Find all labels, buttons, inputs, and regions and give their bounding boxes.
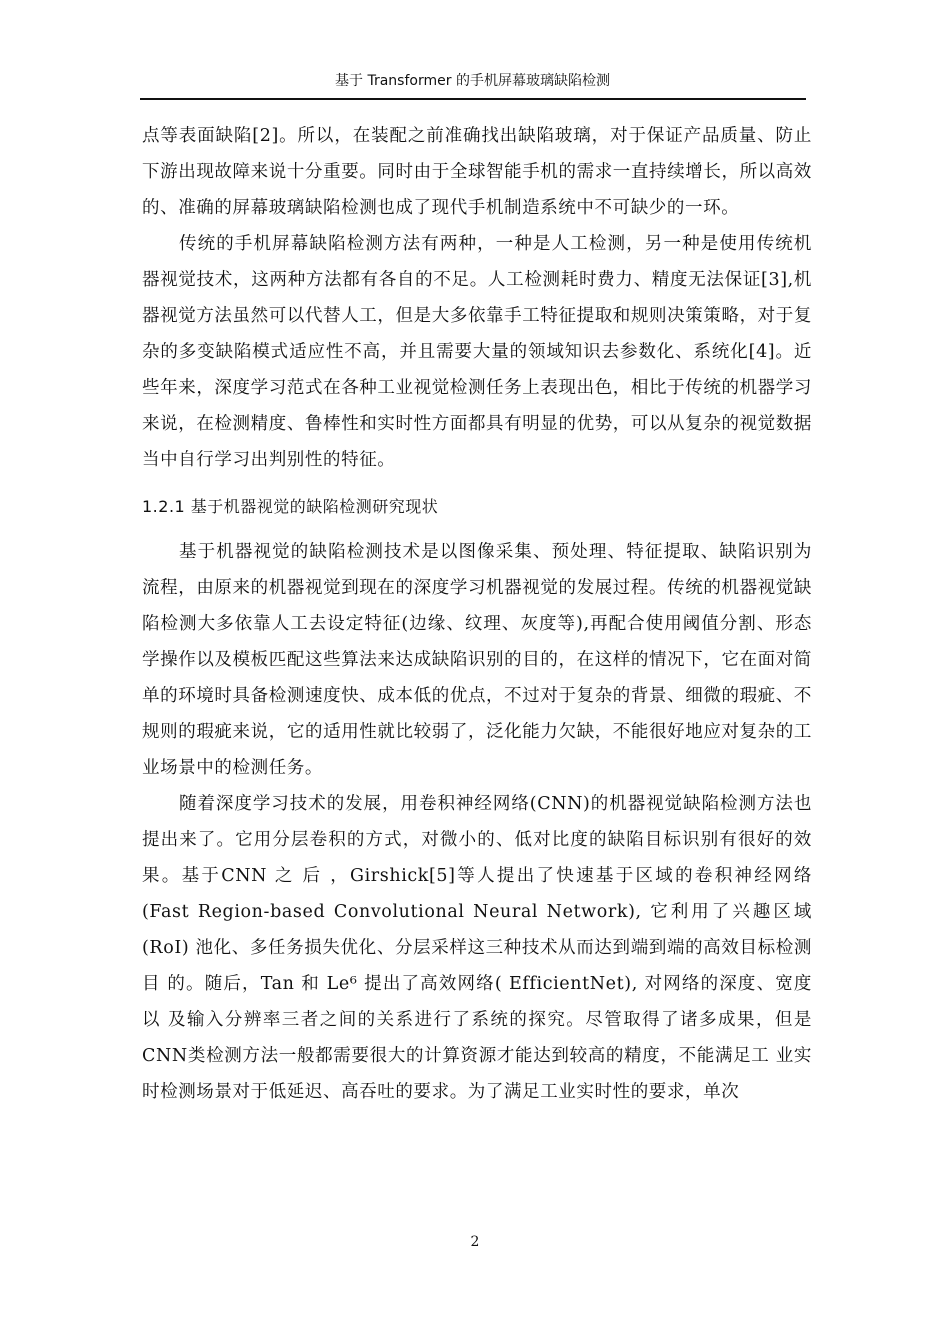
body-paragraph-1: 点等表面缺陷[2]。所以，在装配之前准确找出缺陷玻璃，对于保证产品质量、防止下游出现故障来说十分重要。同时由于全球智能手机的需求一直持续增长，所以高效的、准确的屏幕玻璃缺陷检测也成了现代手机制造系统中不可缺少的一环。 — [142, 126, 812, 218]
section-paragraph-1: 基于机器视觉的缺陷检测技术是以图像采集、预处理、特征提取、缺陷识别为流程，由原来的机器视觉到现在的深度学习机器视觉的发展过程。传统的机器视觉缺陷检测大多依靠人工去设定特征(边缘、纹理、灰度等),再配合使用阈值分割、形态学操作以及模板匹配这些算法来达成缺陷识别的目的，在这样的情况下，它在面对简单的环境时具备检测速度快、成本低的优点，不过对于复杂的背景、细微的瑕疵、不规则的瑕疵来说，它的适用性就比较弱了，泛化能力欠缺，不能很好地应对复杂的工业场景中的检测任务。 — [142, 542, 812, 778]
page-body — [142, 118, 812, 1110]
header-divider — [140, 98, 806, 100]
section-heading: 1.2.1 基于机器视觉的缺陷检测研究现状 — [142, 497, 439, 516]
body-paragraph-2: 传统的手机屏幕缺陷检测方法有两种，一种是人工检测，另一种是使用传统机器视觉技术，这两种方法都有各自的不足。人工检测耗时费力、精度无法保证[3],机器视觉方法虽然可以代替人工，但是大多依靠手工特征提取和规则决策策略，对于复杂的多变缺陷模式适应性不高，并且需要大量的领域知识去参数化、系统化[4]。近些年来，深度学习范式在各种工业视觉检测任务上表现出色，相比于传统的机器学习来说，在检测精度、鲁棒性和实时性方面都具有明显的优势，可以从复杂的视觉数据当中自行学习出判别性的特征。 — [142, 234, 812, 470]
running-header: 基于 Transformer 的手机屏幕玻璃缺陷检测 — [335, 73, 610, 89]
section-paragraph-2: 随着深度学习技术的发展，用卷积神经网络(CNN)的机器视觉缺陷检测方法也提出来了。它用分层卷积的方式，对微小的、低对比度的缺陷目标识别有很好的效果。基于CNN 之 后 ，Girshick[5]等人提出了快速基于区域的卷积神经网络 (Fast Region-based Convolutional Neural Network), 它利用了兴趣区域(RoI) 池化、多任务损失优化、分层采样这三种技术从而达到端到端的高效目标检测目 的。随后，Tan 和 Le⁶ 提出了高效网络( EfficientNet), 对网络的深度、宽度以 及输入分辨率三者之间的关系进行了系统的探究。尽管取得了诸多成果，但是 CNN类检测方法一般都需要很大的计算资源才能达到较高的精度，不能满足工 业实时检测场景对于低延迟、高吞吐的要求。为了满足工业实时性的要求，单次 — [142, 794, 812, 1102]
page-number: 2 — [470, 1234, 480, 1250]
